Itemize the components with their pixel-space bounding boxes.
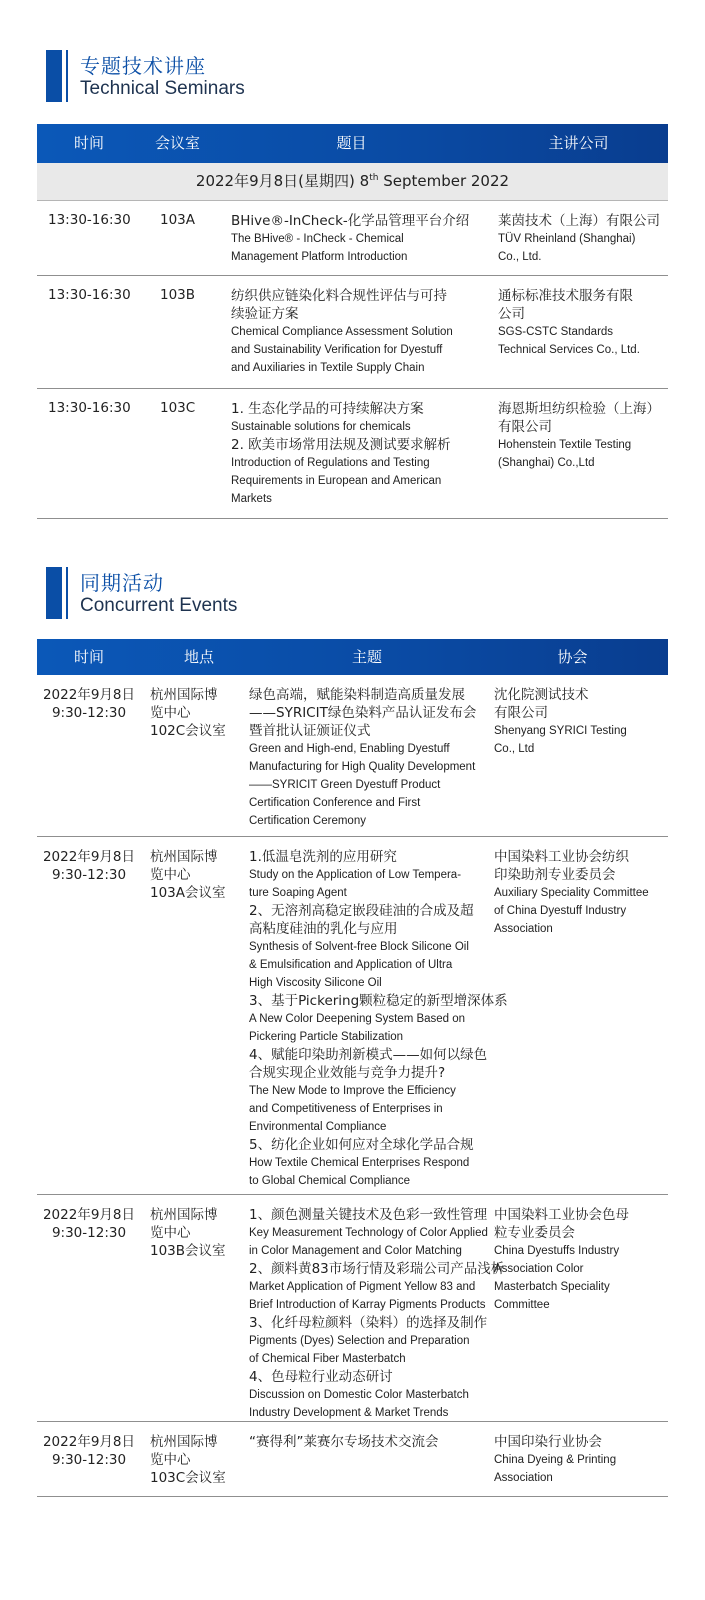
cell-line: 览中心 bbox=[150, 705, 191, 721]
event-time bbox=[37, 1433, 141, 1469]
cell-line-cn: 中国染料工业协会纺织 bbox=[494, 849, 629, 865]
events-title-cn: 同期活动 bbox=[80, 571, 164, 595]
seminar-room: 103C bbox=[160, 400, 196, 416]
cell-line-cn: 暨首批认证颁证仪式 bbox=[249, 723, 371, 739]
event-time bbox=[37, 1206, 141, 1242]
cell-line-en: Hohenstein Textile Testing bbox=[498, 439, 632, 451]
seminar-time: 13:30-16:30 bbox=[48, 400, 131, 416]
seminars-heading bbox=[40, 50, 340, 106]
cell-line-cn: 4、色母粒行业动态研讨 bbox=[249, 1369, 393, 1385]
seminar-row bbox=[37, 389, 668, 519]
event-association bbox=[494, 1433, 616, 1487]
cell-line-en: Market Application of Pigment Yellow 83 and bbox=[249, 1281, 476, 1293]
event-place bbox=[150, 1433, 226, 1487]
seminar-topic bbox=[231, 287, 453, 377]
cell-line: 2022年9月8日 bbox=[42, 1207, 136, 1223]
cell-line: 103C会议室 bbox=[150, 1470, 226, 1486]
header-theme: 主题 bbox=[351, 648, 382, 666]
cell-line-en: and Competitiveness of Enterprises in bbox=[249, 1103, 443, 1115]
cell-line-cn: 合规实现企业效能与竞争力提升? bbox=[249, 1065, 446, 1081]
cell-line-en: The New Mode to Improve the Efficiency bbox=[249, 1085, 456, 1097]
cell-line-cn: 纺织供应链染化料合规性评估与可持 bbox=[231, 288, 447, 304]
cell-line-en: Synthesis of Solvent-free Block Silicone Oil bbox=[249, 941, 469, 953]
cell-line-en: Certification Ceremony bbox=[249, 815, 366, 827]
cell-line-en: Discussion on Domestic Color Masterbatch bbox=[249, 1389, 469, 1401]
cell-line-en: & Emulsification and Application of Ultra bbox=[249, 959, 453, 971]
event-time bbox=[37, 848, 141, 884]
cell-line-cn: 公司 bbox=[498, 306, 525, 322]
cell-line-cn: 2. 欧美市场常用法规及测试要求解析 bbox=[231, 437, 451, 453]
cell-line-en: Introduction of Regulations and Testing bbox=[231, 457, 430, 469]
seminar-row bbox=[37, 201, 668, 276]
header-time: 时间 bbox=[73, 648, 104, 666]
event-time bbox=[37, 686, 141, 722]
cell-line: 杭州国际博 bbox=[150, 849, 218, 865]
cell-line-en: Association bbox=[494, 1472, 553, 1484]
cell-line-cn: 中国染料工业协会色母 bbox=[494, 1207, 629, 1223]
cell-line-cn: 2、颜料黄83市场行情及彩瑞公司产品浅析 bbox=[249, 1261, 505, 1277]
cell-line: 103A会议室 bbox=[150, 885, 226, 901]
seminar-time: 13:30-16:30 bbox=[48, 287, 131, 303]
cell-line-cn: 莱茵技术（上海）有限公司 bbox=[498, 213, 660, 229]
header-association: 协会 bbox=[557, 648, 588, 666]
cell-line-en: The BHive® - InCheck - Chemical bbox=[231, 233, 404, 245]
cell-line-cn: 印染助剂专业委员会 bbox=[494, 867, 616, 883]
cell-line-en: (Shanghai) Co.,Ltd bbox=[498, 457, 595, 469]
event-row bbox=[37, 1195, 668, 1422]
cell-line-en: Co., Ltd bbox=[494, 743, 535, 755]
seminar-room: 103A bbox=[160, 212, 196, 228]
seminars-title-en: Technical Seminars bbox=[80, 78, 245, 99]
header-topic: 题目 bbox=[336, 134, 367, 152]
events-table-header bbox=[37, 639, 668, 675]
event-topic bbox=[249, 1206, 504, 1422]
events-title-en: Concurrent Events bbox=[80, 595, 238, 616]
event-place bbox=[150, 848, 226, 902]
cell-line-en: Certification Conference and First bbox=[249, 797, 421, 809]
heading-accent-bar bbox=[46, 50, 62, 102]
seminars-table bbox=[37, 124, 668, 519]
cell-line-en: Manufacturing for High Quality Development bbox=[249, 761, 476, 773]
event-association bbox=[494, 686, 627, 758]
cell-line: 览中心 bbox=[150, 867, 191, 883]
cell-line-en: Co., Ltd. bbox=[498, 251, 542, 263]
cell-line: 2022年9月8日 bbox=[42, 687, 136, 703]
cell-line-en: A New Color Deepening System Based on bbox=[249, 1013, 466, 1025]
cell-line-cn: 沈化院测试技术 bbox=[494, 687, 589, 703]
cell-line-en: Association Color bbox=[494, 1263, 584, 1275]
cell-line-en: Management Platform Introduction bbox=[231, 251, 408, 263]
cell-line-en: Pickering Particle Stabilization bbox=[249, 1031, 404, 1043]
events-heading bbox=[40, 567, 340, 623]
header-place: 地点 bbox=[183, 648, 214, 666]
heading-accent-bar bbox=[46, 567, 62, 619]
cell-line-en: ——SYRICIT Green Dyestuff Product bbox=[249, 779, 441, 791]
cell-line-cn: 1、颜色测量关键技术及色彩一致性管理 bbox=[249, 1207, 488, 1223]
event-topic bbox=[249, 848, 508, 1190]
cell-line-en: Shenyang SYRICI Testing bbox=[494, 725, 627, 737]
cell-line: 102C会议室 bbox=[150, 723, 226, 739]
cell-line-en: Auxiliary Speciality Committee bbox=[494, 887, 649, 899]
cell-line-cn: 续验证方案 bbox=[231, 306, 299, 322]
seminars-table-header bbox=[37, 124, 668, 163]
event-place bbox=[150, 1206, 226, 1260]
event-association bbox=[494, 1206, 629, 1314]
seminar-row bbox=[37, 276, 668, 389]
cell-line: 杭州国际博 bbox=[150, 1207, 218, 1223]
header-room: 会议室 bbox=[154, 134, 200, 152]
heading-accent-line bbox=[66, 50, 68, 102]
cell-line-cn: 1. 生态化学品的可持续解决方案 bbox=[231, 401, 424, 417]
cell-line: 9:30-12:30 bbox=[51, 1225, 127, 1241]
seminar-room: 103B bbox=[160, 287, 196, 303]
header-time: 时间 bbox=[73, 134, 104, 152]
cell-line: 2022年9月8日 bbox=[42, 1434, 136, 1450]
cell-line: 9:30-12:30 bbox=[51, 705, 127, 721]
cell-line-en: China Dyeing & Printing bbox=[494, 1454, 617, 1466]
cell-line-cn: ——SYRICIT绿色染料产品认证发布会 bbox=[249, 705, 477, 721]
cell-line: 杭州国际博 bbox=[150, 1434, 218, 1450]
cell-line-en: in Color Management and Color Matching bbox=[249, 1245, 462, 1257]
cell-line-en: How Textile Chemical Enterprises Respond bbox=[249, 1157, 470, 1169]
cell-line-cn: 3、基于Pickering颗粒稳定的新型增深体系 bbox=[249, 993, 508, 1009]
cell-line: 览中心 bbox=[150, 1452, 191, 1468]
cell-line-en: Association bbox=[494, 923, 553, 935]
cell-line-en: Pigments (Dyes) Selection and Preparation bbox=[249, 1335, 470, 1347]
heading-accent-line bbox=[66, 567, 68, 619]
event-row bbox=[37, 1422, 668, 1497]
cell-line: 9:30-12:30 bbox=[51, 1452, 127, 1468]
cell-line-en: to Global Chemical Compliance bbox=[249, 1175, 411, 1187]
cell-line-en: of China Dyestuff Industry bbox=[494, 905, 627, 917]
cell-line-en: High Viscosity Silicone Oil bbox=[249, 977, 382, 989]
cell-line-en: SGS-CSTC Standards bbox=[498, 326, 614, 338]
cell-line-cn: 3、化纤母粒颜料（染料）的选择及制作 bbox=[249, 1315, 488, 1331]
event-association bbox=[494, 848, 649, 938]
seminar-company bbox=[498, 400, 660, 472]
cell-line-cn: 绿色高端，赋能染料制造高质量发展 bbox=[249, 687, 465, 703]
seminar-company bbox=[498, 212, 660, 266]
cell-line: 9:30-12:30 bbox=[51, 867, 127, 883]
event-row bbox=[37, 675, 668, 837]
cell-line-cn: 高粘度硅油的乳化与应用 bbox=[249, 921, 398, 937]
cell-line-en: Markets bbox=[231, 493, 272, 505]
event-place bbox=[150, 686, 226, 740]
seminar-time: 13:30-16:30 bbox=[48, 212, 131, 228]
cell-line-en: TÜV Rheinland (Shanghai) bbox=[498, 233, 636, 245]
cell-line: 杭州国际博 bbox=[150, 687, 218, 703]
cell-line-en: Brief Introduction of Karray Pigments Products bbox=[249, 1299, 486, 1311]
seminar-company bbox=[498, 287, 640, 359]
cell-line-cn: 有限公司 bbox=[494, 705, 548, 721]
cell-line-en: ture Soaping Agent bbox=[249, 887, 347, 899]
cell-line-en: Study on the Application of Low Tempera- bbox=[249, 869, 462, 881]
cell-line-cn: “赛得利”莱赛尔专场技术交流会 bbox=[249, 1434, 439, 1450]
cell-line-cn: 通标标准技术服务有限 bbox=[498, 288, 633, 304]
seminars-title-cn: 专题技术讲座 bbox=[80, 54, 206, 78]
event-topic bbox=[249, 686, 476, 830]
cell-line: 2022年9月8日 bbox=[42, 849, 136, 865]
event-row bbox=[37, 837, 668, 1195]
cell-line-en: of Chemical Fiber Masterbatch bbox=[249, 1353, 406, 1365]
cell-line-en: and Sustainability Verification for Dyestuff bbox=[231, 344, 443, 356]
cell-line-en: Committee bbox=[494, 1299, 550, 1311]
cell-line-en: Technical Services Co., Ltd. bbox=[498, 344, 640, 356]
cell-line-cn: 中国印染行业协会 bbox=[494, 1434, 602, 1450]
cell-line-en: Requirements in European and American bbox=[231, 475, 442, 487]
seminar-topic bbox=[231, 212, 469, 266]
cell-line: 103B会议室 bbox=[150, 1243, 226, 1259]
cell-line-cn: 4、赋能印染助剂新模式——如何以绿色 bbox=[249, 1047, 488, 1063]
cell-line-en: Industry Development & Market Trends bbox=[249, 1407, 449, 1419]
cell-line-en: and Auxiliaries in Textile Supply Chain bbox=[231, 362, 425, 374]
cell-line-cn: 1.低温皂洗剂的应用研究 bbox=[249, 849, 397, 865]
cell-line-en: Masterbatch Speciality bbox=[494, 1281, 610, 1293]
cell-line-cn: 5、纺化企业如何应对全球化学品合规 bbox=[249, 1137, 474, 1153]
header-company: 主讲公司 bbox=[548, 134, 609, 152]
cell-line-cn: 海恩斯坦纺织检验（上海） bbox=[498, 401, 660, 417]
seminar-topic bbox=[231, 400, 451, 508]
cell-line-cn: 粒专业委员会 bbox=[494, 1225, 575, 1241]
cell-line-en: Chemical Compliance Assessment Solution bbox=[231, 326, 453, 338]
cell-line-en: Key Measurement Technology of Color Applied bbox=[249, 1227, 488, 1239]
seminar-date-band: 2022年9月8日(星期四) 8th September 2022 bbox=[37, 163, 668, 201]
cell-line-cn: 2、无溶剂高稳定嵌段硅油的合成及超 bbox=[249, 903, 474, 919]
cell-line-en: Green and High-end, Enabling Dyestuff bbox=[249, 743, 450, 755]
event-topic bbox=[249, 1433, 439, 1451]
cell-line-en: China Dyestuffs Industry bbox=[494, 1245, 620, 1257]
cell-line: 览中心 bbox=[150, 1225, 191, 1241]
cell-line-cn: BHive®-InCheck-化学品管理平台介绍 bbox=[231, 213, 470, 229]
cell-line-cn: 有限公司 bbox=[498, 419, 552, 435]
cell-line-en: Environmental Compliance bbox=[249, 1121, 387, 1133]
cell-line-en: Sustainable solutions for chemicals bbox=[231, 421, 411, 433]
events-table bbox=[37, 639, 668, 1497]
